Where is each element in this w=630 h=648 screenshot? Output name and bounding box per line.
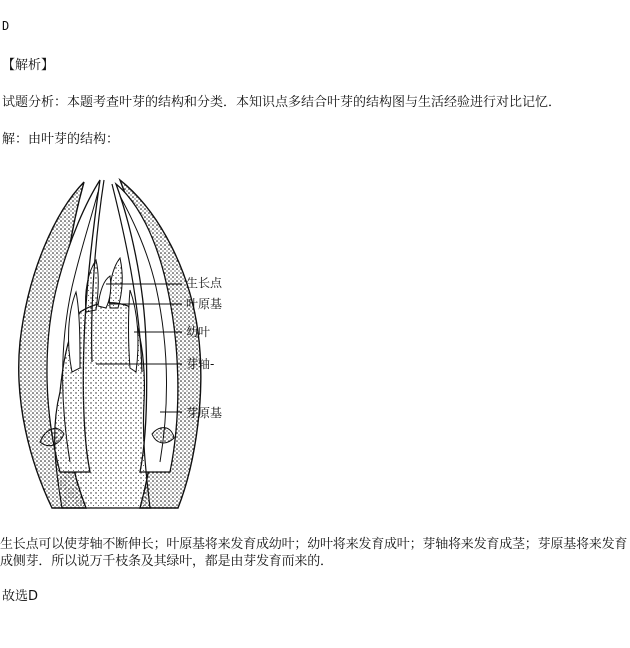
analysis-heading: 【解析】 bbox=[2, 58, 55, 73]
analysis-text: 试题分析：本题考查叶芽的结构和分类．本知识点多结合叶芽的结构图与生活经验进行对比记忆． bbox=[2, 95, 562, 110]
leaf-bud-illustration bbox=[0, 172, 240, 512]
explanation-paragraph: 生长点可以使芽轴不断伸长；叶原基将来发育成幼叶；幼叶将来发育成叶；芽轴将来发育成茎；芽原基将来发育成侧芽．所以说万千枝条及其绿叶，都是由芽发育而来的． bbox=[0, 537, 628, 569]
label-young-leaf: 幼叶 bbox=[186, 325, 211, 339]
solution-intro: 解：由叶芽的结构： bbox=[2, 132, 120, 147]
label-bud-axis: 芽轴- bbox=[186, 357, 215, 371]
label-leaf-primordium: 叶原基 bbox=[186, 297, 223, 311]
answer-line: D bbox=[2, 19, 10, 33]
conclusion: 故选D bbox=[2, 589, 39, 604]
label-bud-primordium: 芽原基 bbox=[186, 406, 223, 420]
label-growth-point: 生长点 bbox=[186, 276, 223, 290]
leaf-bud-diagram bbox=[0, 172, 240, 512]
